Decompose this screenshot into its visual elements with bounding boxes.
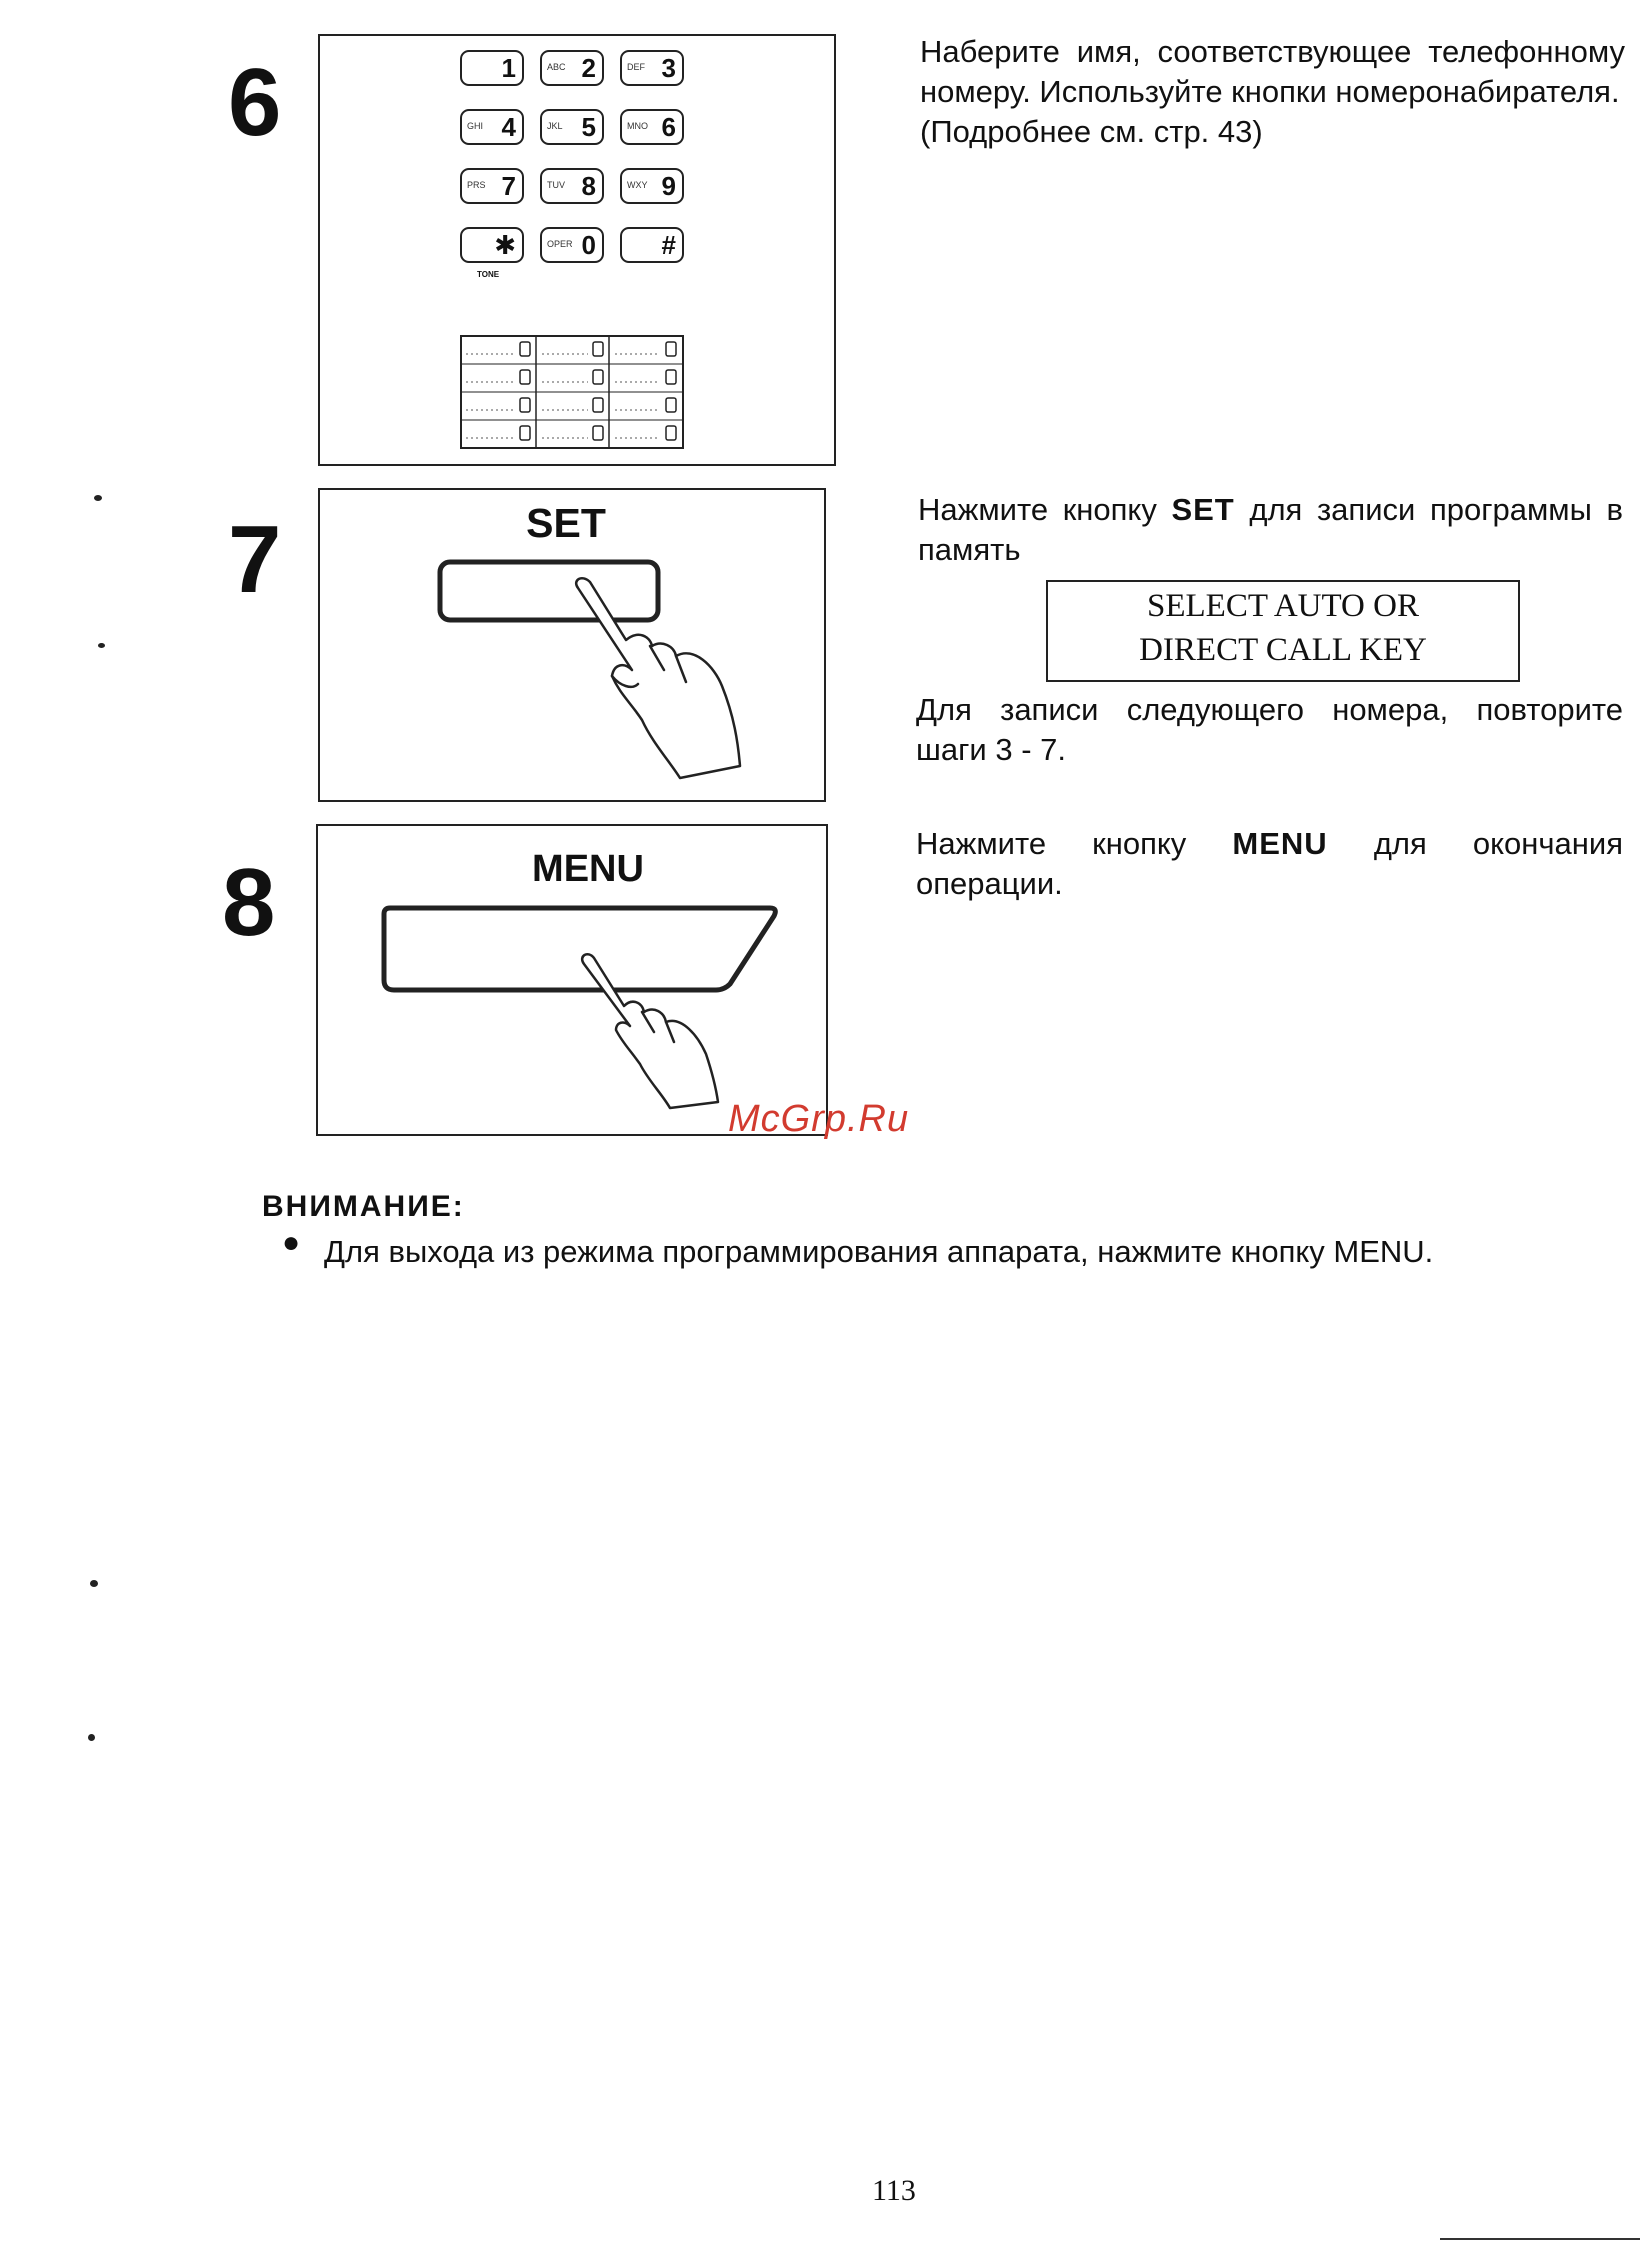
menu-button-press-illustration	[318, 826, 826, 1134]
keypad-key-digit: 1	[501, 53, 516, 83]
keypad-key-letters: GHI	[467, 121, 484, 131]
keypad-key-letters: OPER	[547, 239, 573, 249]
memory-keys-illustration	[460, 334, 686, 450]
keypad-key-letters: ABC	[547, 62, 566, 72]
lcd-line-1: SELECT AUTO OR	[1147, 588, 1419, 624]
lcd-line-2: DIRECT CALL KEY	[1139, 632, 1427, 668]
keypad-key-3	[620, 50, 684, 86]
menu-button-illustration-panel	[316, 824, 828, 1136]
keypad-key-digit: ✱	[494, 230, 516, 260]
keypad-key-digit: 6	[661, 112, 676, 142]
keypad-key-digit: 5	[581, 112, 596, 142]
scan-speck	[94, 495, 102, 501]
keypad-key-0	[540, 227, 604, 263]
step-6-description	[920, 32, 1625, 152]
keypad-key-digit: 7	[501, 171, 516, 201]
keypad-key-digit: 8	[581, 171, 596, 201]
keypad-key-1	[460, 50, 524, 86]
step-8-text-after: для окончания операции.	[916, 826, 1623, 901]
step-8-key-name: MENU	[1232, 826, 1328, 861]
set-button-illustration-panel	[318, 488, 826, 802]
keypad-illustration	[460, 50, 700, 300]
step-8-text-before: Нажмите кнопку	[916, 826, 1187, 861]
note-item: Для выхода из режима программирования аппарата, нажмите кнопку MENU.	[324, 1234, 1434, 1269]
keypad-key-letters: MNO	[627, 121, 648, 131]
scan-speck	[88, 1734, 95, 1741]
keypad-key-letters: TUV	[547, 180, 565, 190]
scan-speck	[98, 643, 105, 648]
keypad-key-star	[460, 227, 524, 263]
step-number-6: 6	[228, 49, 282, 156]
keypad-key-letters: PRS	[467, 180, 486, 190]
menu-button-label: MENU	[532, 848, 644, 890]
keypad-key-digit: 4	[501, 112, 516, 142]
note-bullet: ●	[282, 1226, 301, 1259]
scan-speck	[90, 1580, 98, 1587]
keypad-key-digit: #	[661, 230, 676, 260]
keypad-key-digit: 9	[661, 171, 676, 201]
keypad-key-8	[540, 168, 604, 204]
keypad-illustration-panel	[318, 34, 836, 466]
keypad-key-9	[620, 168, 684, 204]
step-number-8: 8	[222, 849, 276, 956]
scan-edge-line	[1440, 2238, 1640, 2240]
step-7-description	[918, 490, 1623, 570]
watermark: McGrp.Ru	[728, 1098, 910, 1140]
note-title: ВНИМАНИЕ:	[262, 1190, 465, 1223]
keypad-key-letters: DEF	[627, 62, 645, 72]
step-8-description	[916, 824, 1623, 904]
keypad-key-7	[460, 168, 524, 204]
keypad-key-2	[540, 50, 604, 86]
step-6-reference: (Подробнее см. стр. 43)	[920, 114, 1263, 149]
keypad-key-6	[620, 109, 684, 145]
tone-label: TONE	[477, 270, 500, 279]
keypad-key-5	[540, 109, 604, 145]
keypad-key-digit: 2	[581, 53, 596, 83]
step-number-7: 7	[228, 506, 282, 613]
step-7-key-name: SET	[1171, 492, 1235, 527]
set-button-press-illustration	[320, 490, 824, 800]
page-number: 113	[872, 2174, 916, 2207]
step-7-repeat-text: Для записи следующего номера, повторите шаги 3 - 7.	[916, 692, 1623, 767]
set-button-label: SET	[526, 500, 606, 546]
keypad-key-digit: 3	[661, 53, 676, 83]
step-7-text-before: Нажмите кнопку	[918, 492, 1157, 527]
keypad-key-letters: WXY	[627, 180, 648, 190]
lcd-display-message	[1046, 580, 1520, 682]
keypad-key-4	[460, 109, 524, 145]
step-6-text: Наберите имя, соответствующее телефонному номеру. Используйте кнопки номеронабирателя.	[920, 34, 1625, 109]
keypad-key-digit: 0	[581, 230, 596, 260]
step-7-text-after: для записи программы в память	[918, 492, 1623, 567]
keypad-key-hash	[620, 227, 684, 263]
keypad-key-letters: JKL	[547, 121, 563, 131]
